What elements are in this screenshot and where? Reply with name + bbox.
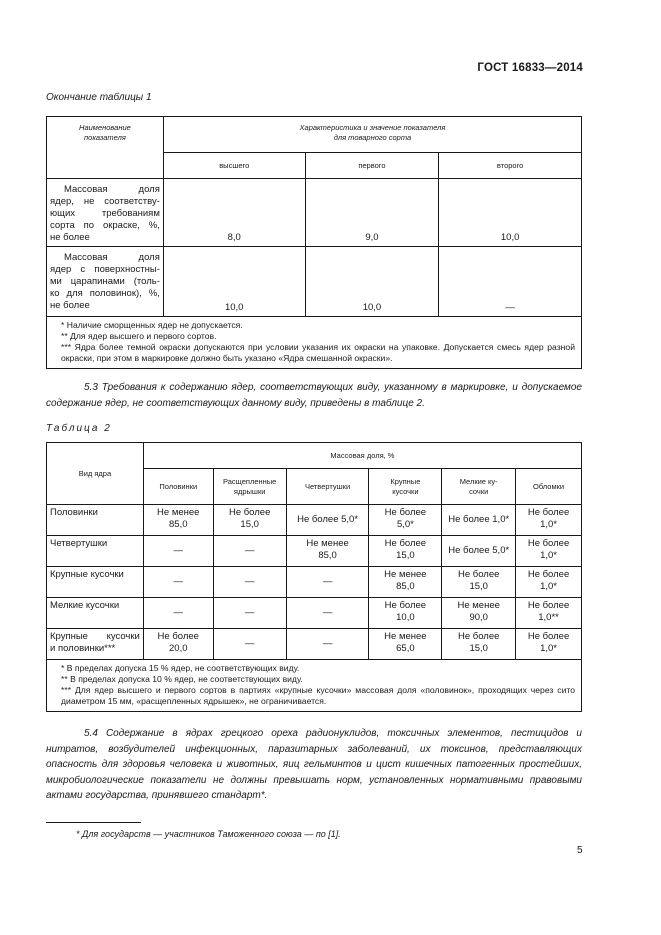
table-row [47,536,582,567]
table1 [46,116,582,369]
table-row [47,179,582,247]
t2-col: Обломки [516,469,582,505]
t2-cell: Не более 15,0 [442,567,516,598]
t2-cell: Не менее 85,0 [143,505,213,536]
t2-col-kind: Вид ядра [47,443,144,505]
t1-row-name: Массовая доля ядер, не соответству- ющих требованиям сорта по окраске, %, не более [47,179,164,247]
page-number: 5 [577,845,583,856]
t2-notes: * В пределах допуска 15 % ядер, не соответствующих виду. ** В пределах допуска 10 % ядер, не соответствующих виду. *** Для ядер высшего и первого сортов в партиях «крупные кусочки» массовая доля «половинок», проходящих через сито диаметром 15 мм, «расщепленных ядрышек», не ограничивается. [47,660,582,712]
table-row [47,567,582,598]
t2-row-name: Мелкие кусочки [47,598,144,629]
t2-cell: — [286,598,369,629]
t2-row-name: Крупные кусочки и половинки*** [47,629,144,660]
footnote-divider [46,822,141,823]
t1-notes: * Наличие сморщенных ядер не допускается. ** Для ядер высшего и первого сортов. *** Ядра более темной окраски допускаются при условии указания их окраски на упаковке. Допускается смесь ядер разной окраски, при этом в маркировке должно быть указано «Ядра смешанной окраски». [47,317,582,369]
t2-cell: Не более 10,0 [369,598,442,629]
t2-cell: — [143,536,213,567]
t2-cell: Не более 20,0 [143,629,213,660]
t2-cell: Не более 5,0* [442,536,516,567]
t2-cell: Не более 1,0* [516,536,582,567]
t1-col-name: Наименование показателя [47,117,164,179]
t2-row-name: Четвертушки [47,536,144,567]
t1-cell: — [439,247,582,317]
t2-cell: Не более 1,0* [516,629,582,660]
t2-cell: Не более 5,0* [369,505,442,536]
t1-cell: 10,0 [163,247,305,317]
t2-cell: — [213,598,286,629]
t2-cell: Не менее 65,0 [369,629,442,660]
t2-cell: — [213,629,286,660]
t2-cell: Не более 1,0** [516,598,582,629]
t2-cell: Не более 1,0* [442,505,516,536]
table1-caption: Окончание таблицы 1 [46,92,152,103]
t1-col-group: Характеристика и значение показателя для товарного сорта [163,117,581,153]
t1-grade-1: высшего [163,153,305,179]
t2-cell: Не менее 85,0 [369,567,442,598]
table2-caption: Таблица 2 [46,423,112,434]
t2-cell: — [213,536,286,567]
table2 [46,442,582,712]
footnote: * Для государств — участников Таможенного союза — по [1]. [76,829,341,839]
t1-cell: 10,0 [305,247,439,317]
table-row [47,629,582,660]
t2-col: Расщепленные ядрышки [213,469,286,505]
table-row [47,598,582,629]
t2-cell: Не менее 90,0 [442,598,516,629]
t2-cell: Не более 5,0* [286,505,369,536]
t2-cell: — [213,567,286,598]
t2-cell: — [286,629,369,660]
t1-row-name: Массовая доля ядер с поверхностны- ми царапинами (толь- ко для половинок), %, не более [47,247,164,317]
paragraph-5-4: 5.4 Содержание в ядрах грецкого ореха радионуклидов, токсичных элементов, пестицидов и нитратов, возбудителей инфекционных, паразитарных заболеваний, их токсинов, представляющих опасность для здоровья человека и животных, яиц гельминтов и цист кишечных патогенных простейших, микробиологические показатели не должны превышать норм, установленных нормативными правовыми актами государства, принявшего стандарт*. [46,728,582,801]
paragraph-5-3: 5.3 Требования к содержанию ядер, соответствующих виду, указанному в маркировке, и допускаемое содержание ядер, не соответствующих данному виду, приведены в таблице 2. [46,382,582,409]
t2-cell: Не более 15,0 [369,536,442,567]
table-row [47,247,582,317]
t1-cell: 8,0 [163,179,305,247]
t2-col: Крупные кусочки [369,469,442,505]
t2-col-group: Массовая доля, % [143,443,581,469]
t2-cell: — [143,567,213,598]
t2-cell: Не менее 85,0 [286,536,369,567]
t1-cell: 10,0 [439,179,582,247]
t2-cell: — [143,598,213,629]
t2-col: Половинки [143,469,213,505]
t2-cell: Не более 15,0 [213,505,286,536]
t1-grade-2: первого [305,153,439,179]
t2-cell: Не более 1,0* [516,567,582,598]
t2-row-name: Крупные кусочки [47,567,144,598]
t2-col: Мелкие ку- сочки [442,469,516,505]
t2-row-name: Половинки [47,505,144,536]
t1-cell: 9,0 [305,179,439,247]
t2-cell: Не более 1,0* [516,505,582,536]
table-row [47,505,582,536]
t1-grade-3: второго [439,153,582,179]
document-id: ГОСТ 16833—2014 [477,62,583,74]
t2-col: Четвертушки [286,469,369,505]
t2-cell: — [286,567,369,598]
t2-cell: Не более 15,0 [442,629,516,660]
